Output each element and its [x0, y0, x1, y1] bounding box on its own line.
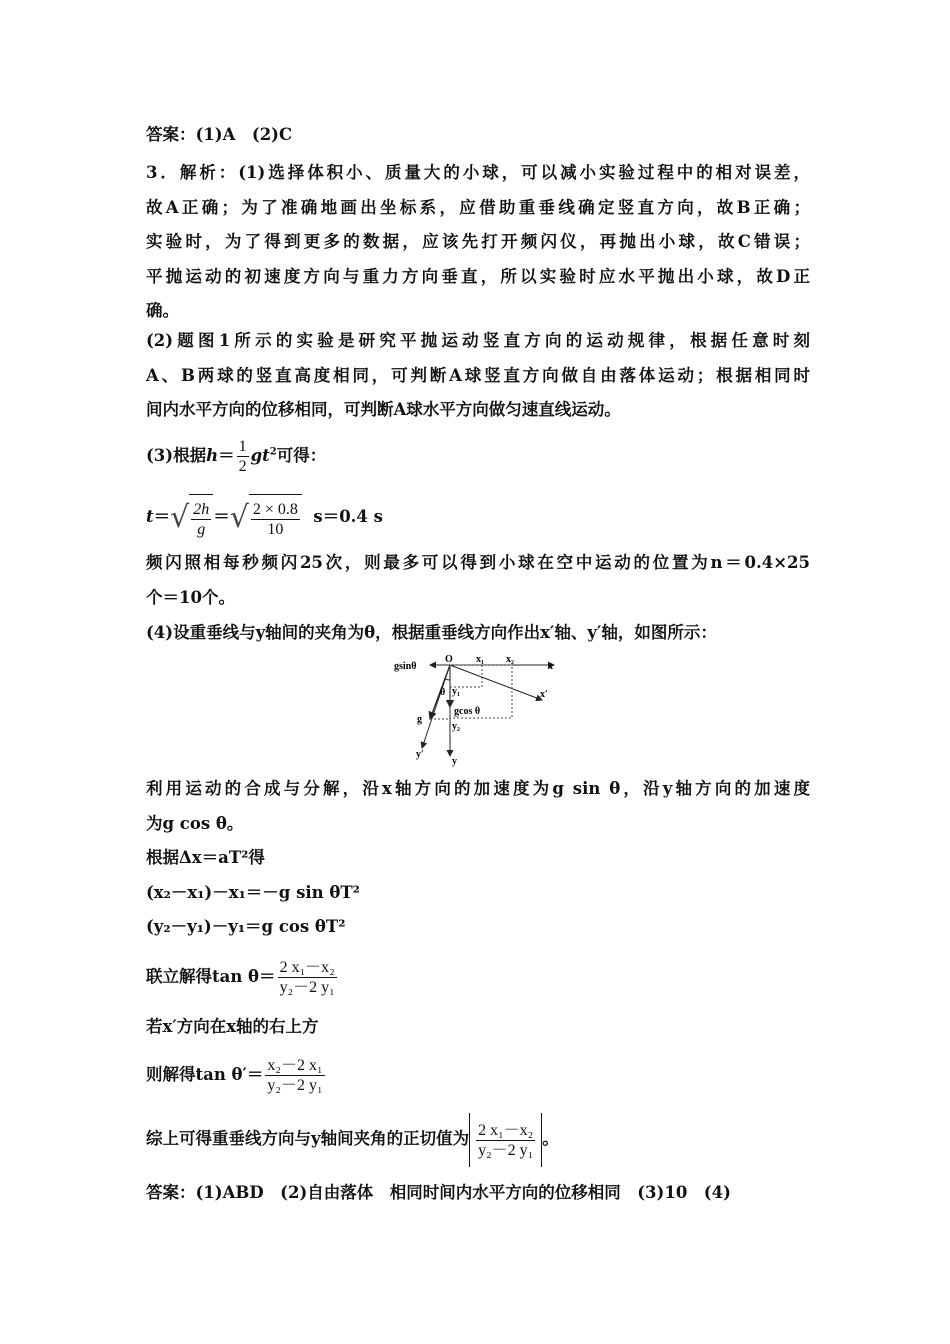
label-y-prime: y′ [416, 749, 424, 760]
solution-paragraph-4-intro [146, 616, 810, 651]
text-line: 频闪照相每秒频闪25次，则最多可以得到小球在空中运动的位置为n＝0.4×25 [146, 553, 810, 572]
label-theta: θ [440, 687, 446, 698]
case-line [146, 1010, 810, 1045]
label-gsin: gsinθ [394, 661, 417, 672]
text-span: 则解得tan θ′＝ [146, 1065, 264, 1084]
solution-paragraph-4 [146, 772, 810, 945]
text-line: 若x′方向在x轴的右上方 [146, 1017, 319, 1036]
solution-paragraph-3 [146, 546, 810, 615]
summary-line [146, 1112, 810, 1166]
x-prime-axis [450, 665, 542, 700]
fraction-tan-theta-prime: $\frac{\text{x₂－2 x₁}}{\text{y₂－2 y₁}}$ [267, 1057, 323, 1094]
text-line: 实验时，为了得到更多的数据，应该先打开频闪仪，再抛出小球，故C错误； [146, 232, 810, 251]
text-line: 为g cos θ。 [146, 813, 244, 833]
text-span: (1)选择体积小、质量大的小球，可以减小实验过程中的相对误差， [238, 163, 810, 182]
sqrt-expression: √ $\frac{2 \times 0.8}{10}$ [230, 494, 302, 541]
question-label: 3．解析： [146, 163, 239, 182]
dashed-box-1 [450, 665, 482, 687]
text-line: 利用运动的合成与分解，沿x轴方向的加速度为g sin θ，沿y轴方向的加速度 [146, 779, 810, 798]
solution-tan-theta [146, 952, 810, 1002]
formula-t: t＝ √ $\frac{2h}{g}$ ＝ √ $\frac{2 \times 0.8}{10}$ s＝0.4 s [146, 494, 810, 538]
text-line: 确。 [146, 301, 179, 320]
text-line: 平抛运动的初速度方向与重力方向垂直，所以实验时应水平抛出小球，故D正 [146, 266, 810, 286]
text-line: 间内水平方向的位移相同，可判断A球水平方向做匀速直线运动。 [146, 400, 621, 419]
text-line [146, 156, 810, 191]
label-O: O [445, 654, 453, 665]
label-y2: y₂ [452, 721, 460, 732]
absolute-value: $\frac{\text{2 x₁－x₂}}{\text{y₂－2 y₁}}$ [469, 1113, 542, 1167]
label-x-prime: x′ [540, 689, 548, 700]
text-span: 联立解得tan θ＝ [146, 967, 276, 986]
text-line: A、B两球的竖直高度相同，可判断A球竖直方向做自由落体运动；根据相同时 [146, 365, 810, 385]
label-g: g [417, 714, 422, 725]
answer-line: 答案：(1)ABD (2)自由落体 相同时间内水平方向的位移相同 (3)10 (4) [146, 1183, 731, 1202]
label-y1: y₁ [452, 686, 460, 697]
solution-tan-theta-prime [146, 1050, 810, 1100]
formula-h: (3)根据h＝ $\frac{1}{2}$ $gt^2$可得： [146, 438, 327, 475]
equation-y: (y₂－y₁)－y₁＝g cos θT² [146, 917, 346, 936]
label-x1: x₁ [476, 654, 484, 665]
fraction-half: $\frac{1}{2}$ [238, 438, 247, 475]
text-line: 根据Δx＝aT²得 [146, 848, 265, 867]
text-span: 可得： [276, 446, 327, 465]
text-line: (4)设重垂线与y轴间的夹角为θ，根据重垂线方向作出x′轴、y′轴，如图所示： [146, 623, 717, 642]
text-span: 综上可得重垂线方向与y轴间夹角的正切值为 [146, 1129, 470, 1148]
solution-paragraph-1 [146, 156, 810, 329]
text-line: 故A正确；为了准确地画出坐标系，应借助重垂线确定竖直方向，故B正确； [146, 197, 810, 217]
answer-line: 答案：(1)A (2)C [146, 125, 293, 144]
answer-block-1 [146, 118, 810, 153]
label-y: y [452, 756, 457, 767]
solution-paragraph-2 [146, 324, 810, 428]
fraction-tan-theta: $\frac{\text{2 x₁－x₂}}{\text{y₂－2 y₁}}$ [279, 959, 335, 996]
sqrt-expression: √ $\frac{2h}{g}$ [170, 494, 213, 541]
text-span: (3)根据 [146, 446, 207, 465]
equation-x: (x₂－x₁)－x₁＝－g sin θT² [146, 882, 360, 902]
label-x2: x₂ [506, 654, 514, 665]
text-line: 个＝10个。 [146, 587, 235, 607]
label-gcos: gcos θ [454, 706, 481, 717]
acceleration-diagram [392, 652, 560, 768]
label-x: x [548, 661, 553, 672]
answer-block-2 [146, 1176, 810, 1211]
text-span: s＝0.4 s [313, 507, 383, 526]
text-span: 。 [542, 1129, 559, 1148]
text-line: (2)题图1所示的实验是研究平抛运动竖直方向的运动规律，根据任意时刻 [146, 331, 810, 350]
